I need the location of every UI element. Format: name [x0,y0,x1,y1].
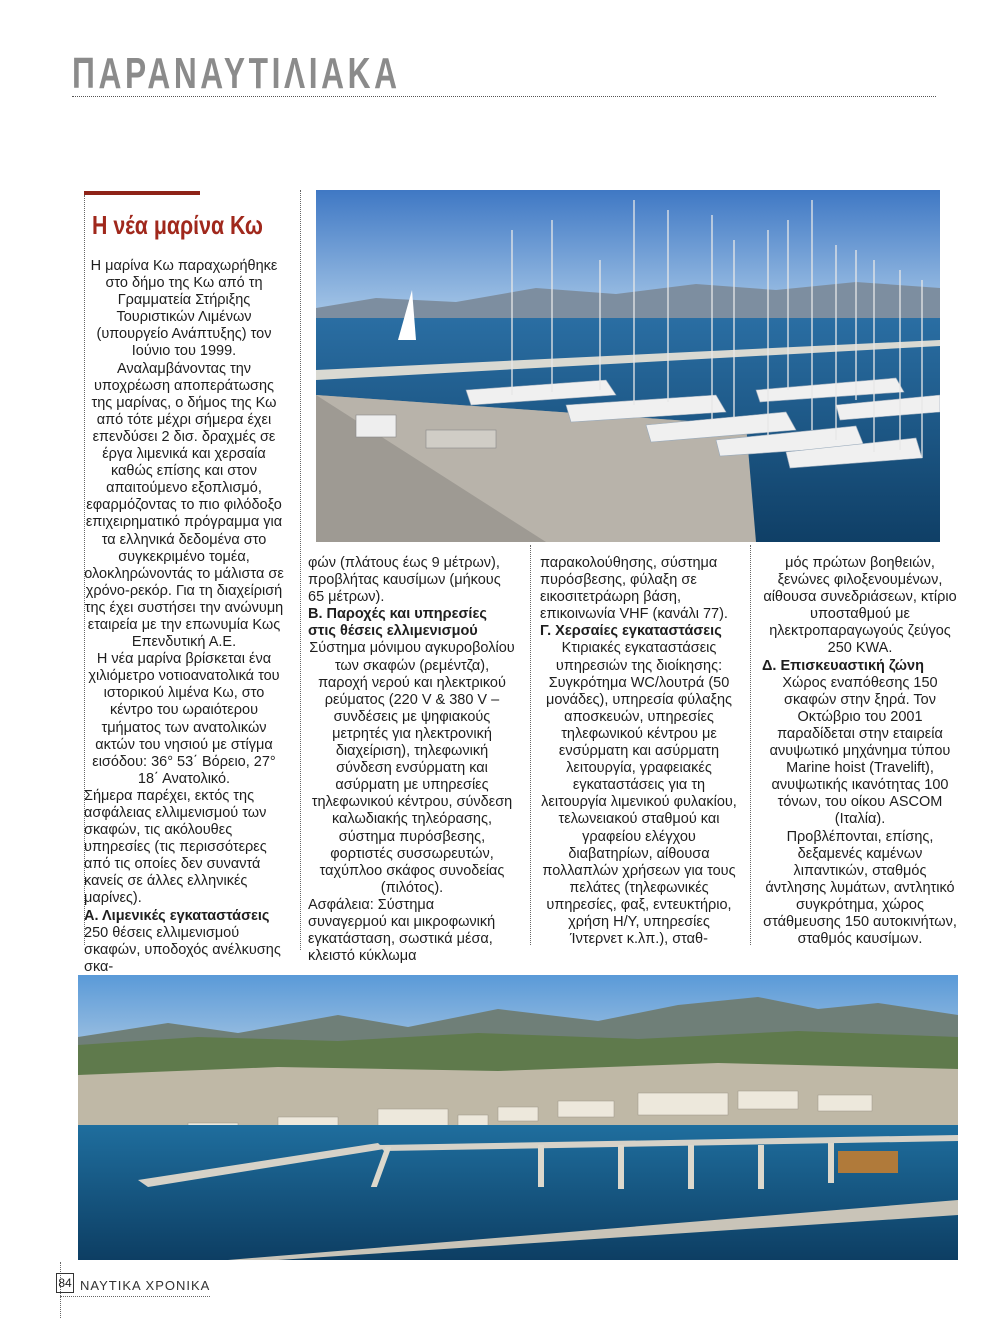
paragraph: Σήμερα παρέχει, εκτός της ασφάλειας ελλιμενισμού των σκαφών, τις ακόλουθες υπηρεσίες (τις περισσότερες από τις οποίες δεν συναντά κανείς σε άλλες ελληνικές μαρίνες). [84,787,267,907]
section-title: ΠΑΡΑΝΑΥΤΙΛΙΑΚΑ [72,49,401,98]
paragraph: 250 θέσεις ελλιμενισμού σκαφών, υποδοχός ανέλκυσης σκα- [84,924,281,975]
paragraph: Η μαρίνα Κω παραχωρήθηκε στο δήμο της Κω από τη Γραμματεία Στήριξης Τουριστικών Λιμένων (υπουργείο Ανάπτυξης) τον Ιούνιο του 1999. Αναλαμβάνοντας την υποχρέωση αποπεράτωσης της μαρίνας, ο δήμος της Κω από τότε μέχρι σήμερα έχει επενδύσει 2 δισ. δραχμές σε έργα λιμενικά και χερσαία καθώς επίσης και στον απαιτούμενο εξοπλισμό, εφαρμόζοντας το πιο φιλόδοξο επιχειρηματικό πρόγραμμα για τα ελληνικά δεδομένα στο συγκεκριμένο τομέα, ολοκληρώνοντάς το μάλιστα σε χρόνο-ρεκόρ. Για τη διαχείρισή της έχει συστήσει την ανώνυμη εταιρεία με την επωνυμία Κως Επενδυτική Α.Ε. [84,258,284,651]
header-divider [72,96,936,97]
paragraph: Χώρος εναπόθεσης 150 σκαφών στην ξηρά. Τον Οκτώβριο του 2001 παραδίδεται στην εταιρεία ανυψωτικό μηχάνημα τύπου Marine hoist (Travelift), ανυψωτικής ικανότητας 100 τόνων, του οίκου ASCOM (Ιταλία). [769,674,951,828]
paragraph: Προβλέπονται, επίσης, δεξαμενές καμένων λιπαντικών, σταθμός άντλησης λυμάτων, αντλητικό συγκρότημα, χώρος στάθμευσης 150 αυτοκινήτων, σταθμός καυσίμων. [763,828,957,948]
paragraph: φών (πλάτους έως 9 μέτρων), προβλήτας καυσίμων (μήκους 65 μέτρων). [308,555,501,606]
section-heading: Β. Παροχές και υπηρεσίες στις θέσεις ελλιμενισμού [308,606,487,640]
paragraph: παρακολούθησης, σύστημα πυρόσβεσης, φύλαξη σε εικοσιτετράωρη βάση, επικοινωνία VHF (κανάλι 77). [540,555,728,623]
paragraph: Ασφάλεια: Σύστημα συναγερμού και μικροφωνική εγκατάσταση, σωστικά μέσα, κλειστό κύκλωμα [308,896,496,965]
marina-aerial-photo [78,975,958,1260]
paragraph: Κτιριακές εγκαταστάσεις υπηρεσιών της διοίκησης: Συγκρότημα WC/λουτρά (50 μονάδες), υπηρεσία φύλαξης αποσκευών, υπηρεσίες τηλεφωνικού κέντρου με ενσύρματη και ασύρματη λειτουργία, γραφειακές εγκαταστάσεις για τη λειτουργία λιμενικού φυλακίου, τελωνειακού σταθμού και γραφείου ελέγχου διαβατηρίων, αίθουσα πολλαπλών χρήσεων για τους πελάτες (τηλεφωνικές υπηρεσίες, φαξ, εντευκτήριο, χρήση Η/Υ, υπηρεσίες Ίντερνετ κ.λπ.), σταθ- [541,640,737,948]
article-column-3 [540,555,738,948]
column-divider [750,545,751,945]
column-divider [300,190,301,950]
paragraph: Η νέα μαρίνα βρίσκεται ένα χιλιόμετρο νοτιοανατολικά του ιστορικού λιμένα Κω, στο κέντρο του ωραιότερου τμήματος των ανατολικών ακτών του νησιού με στίγμα εισόδου: 36° 53΄ Βόρειο, 27° 18΄ Ανατολικό. [88,651,280,787]
section-heading: Δ. Επισκευαστική ζώνη [762,657,924,674]
marina-pier-photo [316,190,940,542]
article-title: Η νέα μαρίνα Κω [92,210,263,240]
article-column-1 [84,258,284,976]
footer-dotted-rule [60,1296,210,1297]
article-column-2 [308,555,516,965]
magazine-name: ΝΑΥΤΙΚΑ ΧΡΟΝΙΚΑ [80,1278,211,1293]
marina-aerial-illustration [78,975,958,1260]
section-heading: Α. Λιμενικές εγκαταστάσεις [84,907,270,924]
paragraph: Σύστημα μόνιμου αγκυροβολίου των σκαφών (ρεμέντζα), παροχή νερού και ηλεκτρικού ρεύματος (220 V & 380 V – συνδέσεις με ψηφιακούς μετρητές για ηλεκτρονική διαχείριση), τηλεφωνική σύνδεση ενσύρματη και ασύρματη με υπηρεσίες τηλεφωνικού κέντρου, σύνδεση καλωδιακής τηλεόρασης, σύστημα πυρόσβεσης, φορτιστές συσσωρευτών, ταχύπλοο σκάφος συνοδείας (πιλότος). [309,640,515,896]
article-column-4 [762,555,958,948]
section-heading: Γ. Χερσαίες εγκαταστάσεις [540,623,722,640]
paragraph: μός πρώτων βοηθειών, ξενώνες φιλοξενουμένων, αίθουσα συνεδριάσεων, κτίριο υποσταθμού με ηλεκτροπαραγωγούς ζεύγος 250 KWA. [763,555,957,657]
title-accent-bar [84,191,200,195]
marina-pier-illustration [316,190,940,542]
column-divider [530,545,531,945]
page-number: 84 [56,1273,74,1293]
